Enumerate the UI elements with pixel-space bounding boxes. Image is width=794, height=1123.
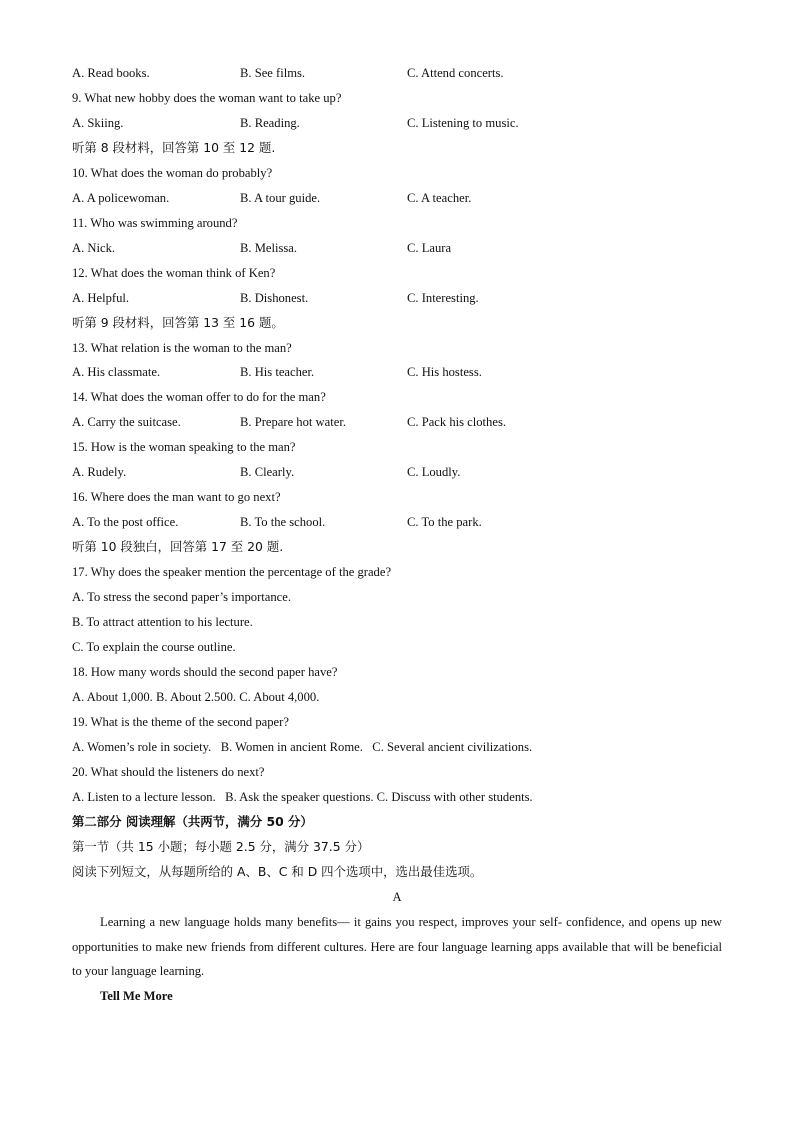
q8-option-a: A. Read books.: [72, 66, 150, 80]
q13-question: 13. What relation is the woman to the man?: [72, 341, 292, 355]
q10-option-a: A. A policewoman.: [72, 191, 170, 205]
q17-option-c: C. To explain the course outline.: [72, 640, 236, 654]
q16-option-a: A. To the post office.: [72, 515, 179, 529]
q15-option-a: A. Rudely.: [72, 465, 127, 479]
q18-question: 18. How many words should the second paper have?: [72, 665, 338, 679]
q14-option-a: A. Carry the suitcase.: [72, 415, 181, 429]
q9-option-a: A. Skiing.: [72, 116, 124, 130]
q14-question: 14. What does the woman offer to do for the man?: [72, 390, 326, 404]
q17-question: 17. Why does the speaker mention the percentage of the grade?: [72, 565, 392, 579]
q13-option-c: C. His hostess.: [407, 365, 482, 379]
q12-options: [72, 290, 732, 306]
q8-options: [72, 65, 732, 81]
q17-option-a: A. To stress the second paper’s importance.: [72, 590, 291, 604]
passage-label: A: [392, 890, 402, 904]
q11-option-b: B. Melissa.: [240, 241, 298, 255]
q11-question: 11. Who was swimming around?: [72, 216, 238, 230]
q9-option-b: B. Reading.: [240, 116, 300, 130]
q11-options: [72, 240, 732, 256]
section-9-instruction: 听第 9 段材料，回答第 13 至 16 题。: [72, 315, 284, 330]
q16-option-c: C. To the park.: [407, 515, 482, 529]
q9-options: [72, 115, 732, 131]
q10-question: 10. What does the woman do probably?: [72, 166, 273, 180]
q19-options: A. Women’s role in society. B. Women in ancient Rome. C. Several ancient civilizations.: [72, 740, 533, 754]
q15-question: 15. How is the woman speaking to the man?: [72, 440, 296, 454]
app-subheading: Tell Me More: [100, 989, 173, 1003]
q10-option-c: C. A teacher.: [407, 191, 472, 205]
q10-options: [72, 190, 732, 206]
q11-option-a: A. Nick.: [72, 241, 116, 255]
q13-options: [72, 364, 732, 380]
q13-option-a: A. His classmate.: [72, 365, 161, 379]
q16-option-b: B. To the school.: [240, 515, 326, 529]
reading-instructions: 阅读下列短文，从每题所给的 A、B、C 和 D 四个选项中，选出最佳选项。: [72, 864, 483, 879]
q20-question: 20. What should the listeners do next?: [72, 765, 265, 779]
q8-option-c: C. Attend concerts.: [407, 66, 504, 80]
q15-option-c: C. Loudly.: [407, 465, 461, 479]
q13-option-b: B. His teacher.: [240, 365, 315, 379]
q16-question: 16. Where does the man want to go next?: [72, 490, 281, 504]
q11-option-c: C. Laura: [407, 241, 452, 255]
q12-question: 12. What does the woman think of Ken?: [72, 266, 276, 280]
q18-options: A. About 1,000. B. About 2.500. C. About 4,000.: [72, 690, 320, 704]
section-8-instruction: 听第 8 段材料，回答第 10 至 12 题.: [72, 140, 276, 155]
part-2-title: 第二部分 阅读理解（共两节，满分 50 分）: [72, 814, 313, 829]
q20-options: A. Listen to a lecture lesson. B. Ask the speaker questions. C. Discuss with other students.: [72, 790, 533, 804]
q14-option-c: C. Pack his clothes.: [407, 415, 506, 429]
passage-paragraph: Learning a new language holds many benefits— it gains you respect, improves your self- confidence, and opens up new opportunities to make new friends from different cultures. Here are four language learning apps available that will be beneficial to your language learning.: [72, 915, 722, 978]
section-10-instruction: 听第 10 段独白，回答第 17 至 20 题.: [72, 539, 284, 554]
q19-question: 19. What is the theme of the second paper?: [72, 715, 289, 729]
q12-option-a: A. Helpful.: [72, 291, 130, 305]
q17-option-b: B. To attract attention to his lecture.: [72, 615, 253, 629]
q14-option-b: B. Prepare hot water.: [240, 415, 346, 429]
q12-option-b: B. Dishonest.: [240, 291, 309, 305]
q15-option-b: B. Clearly.: [240, 465, 295, 479]
q9-option-c: C. Listening to music.: [407, 116, 519, 130]
q15-options: [72, 464, 732, 480]
q12-option-c: C. Interesting.: [407, 291, 479, 305]
section-1-title: 第一节（共 15 小题；每小题 2.5 分，满分 37.5 分）: [72, 839, 370, 854]
q8-option-b: B. See films.: [240, 66, 306, 80]
q14-options: [72, 414, 732, 430]
q9-question: 9. What new hobby does the woman want to take up?: [72, 91, 342, 105]
q16-options: [72, 514, 732, 530]
q10-option-b: B. A tour guide.: [240, 191, 321, 205]
